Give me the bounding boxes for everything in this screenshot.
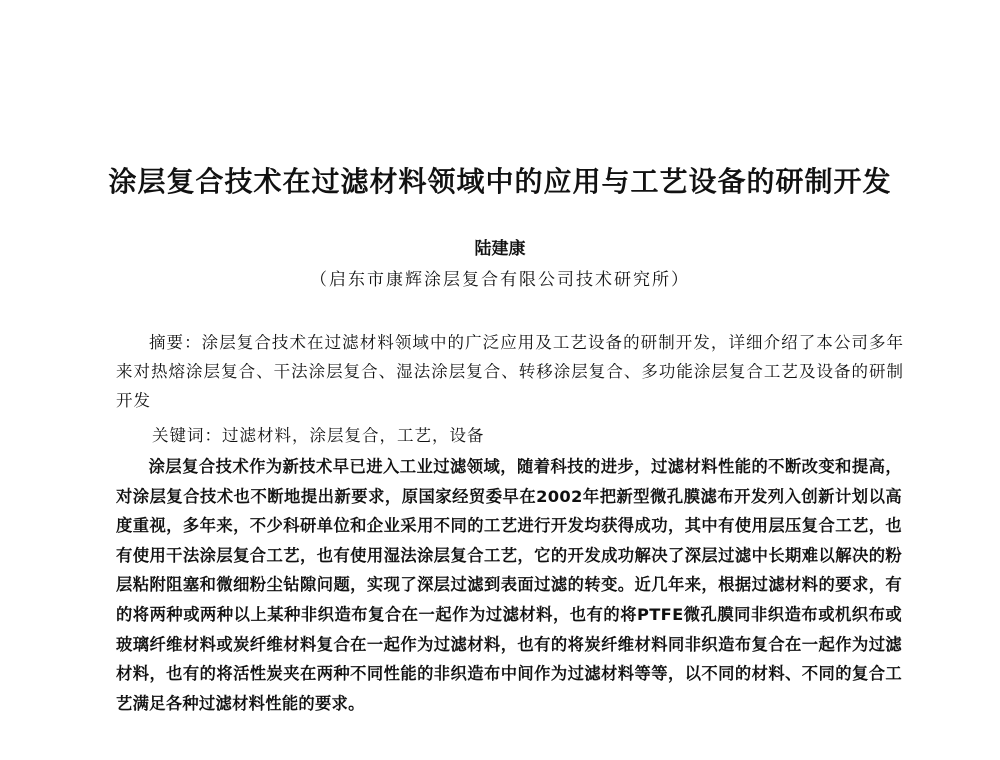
paper-author: 陆建康 [474, 239, 526, 259]
paper-title: 涂层复合技术在过滤材料领域中的应用与工艺设备的研制开发 [108, 165, 892, 198]
paper-keywords: 关键词：过滤材料，涂层复合，工艺，设备 [152, 426, 485, 445]
paper-affiliation: （启东市康辉涂层复合有限公司技术研究所） [310, 270, 690, 290]
paper-body-paragraph: 涂层复合技术作为新技术早已进入工业过滤领域，随着科技的进步，过滤材料性能的不断改变和提高，对涂层复合技术也不断地提出新要求，原国家经贸委早在2002年把新型微孔膜滤布开发列入创新计划以高度重视，多年来，不少科研单位和企业采用不同的工艺进行开发均获得成功，其中有使用层压复合工艺，也有使用干法涂层复合工艺，也有使用湿法涂层复合工艺，它的开发成功解决了深层过滤中长期难以解决的粉层粘附阻塞和微细粉尘钻隙问题，实现了深层过滤到表面过滤的转变。近几年来，根据过滤材料的要求，有的将两种或两种以上某种非织造布复合在一起作为过滤材料，也有的将PTFE微孔膜同非织造布或机织布或玻璃纤维材料或炭纤维材料复合在一起作为过滤材料，也有的将炭纤维材料同非织造布复合在一起作为过滤材料，也有的将活性炭夹在两种不同性能的非织造布中间作为过滤材料等等，以不同的材料、不同的复合工艺满足各种过滤材料性能的要求。 [116, 457, 902, 713]
paper-abstract: 摘要：涂层复合技术在过滤材料领域中的广泛应用及工艺设备的研制开发，详细介绍了本公司多年来对热熔涂层复合、干法涂层复合、湿法涂层复合、转移涂层复合、多功能涂层复合工艺及设备的研制开发 [116, 333, 904, 410]
